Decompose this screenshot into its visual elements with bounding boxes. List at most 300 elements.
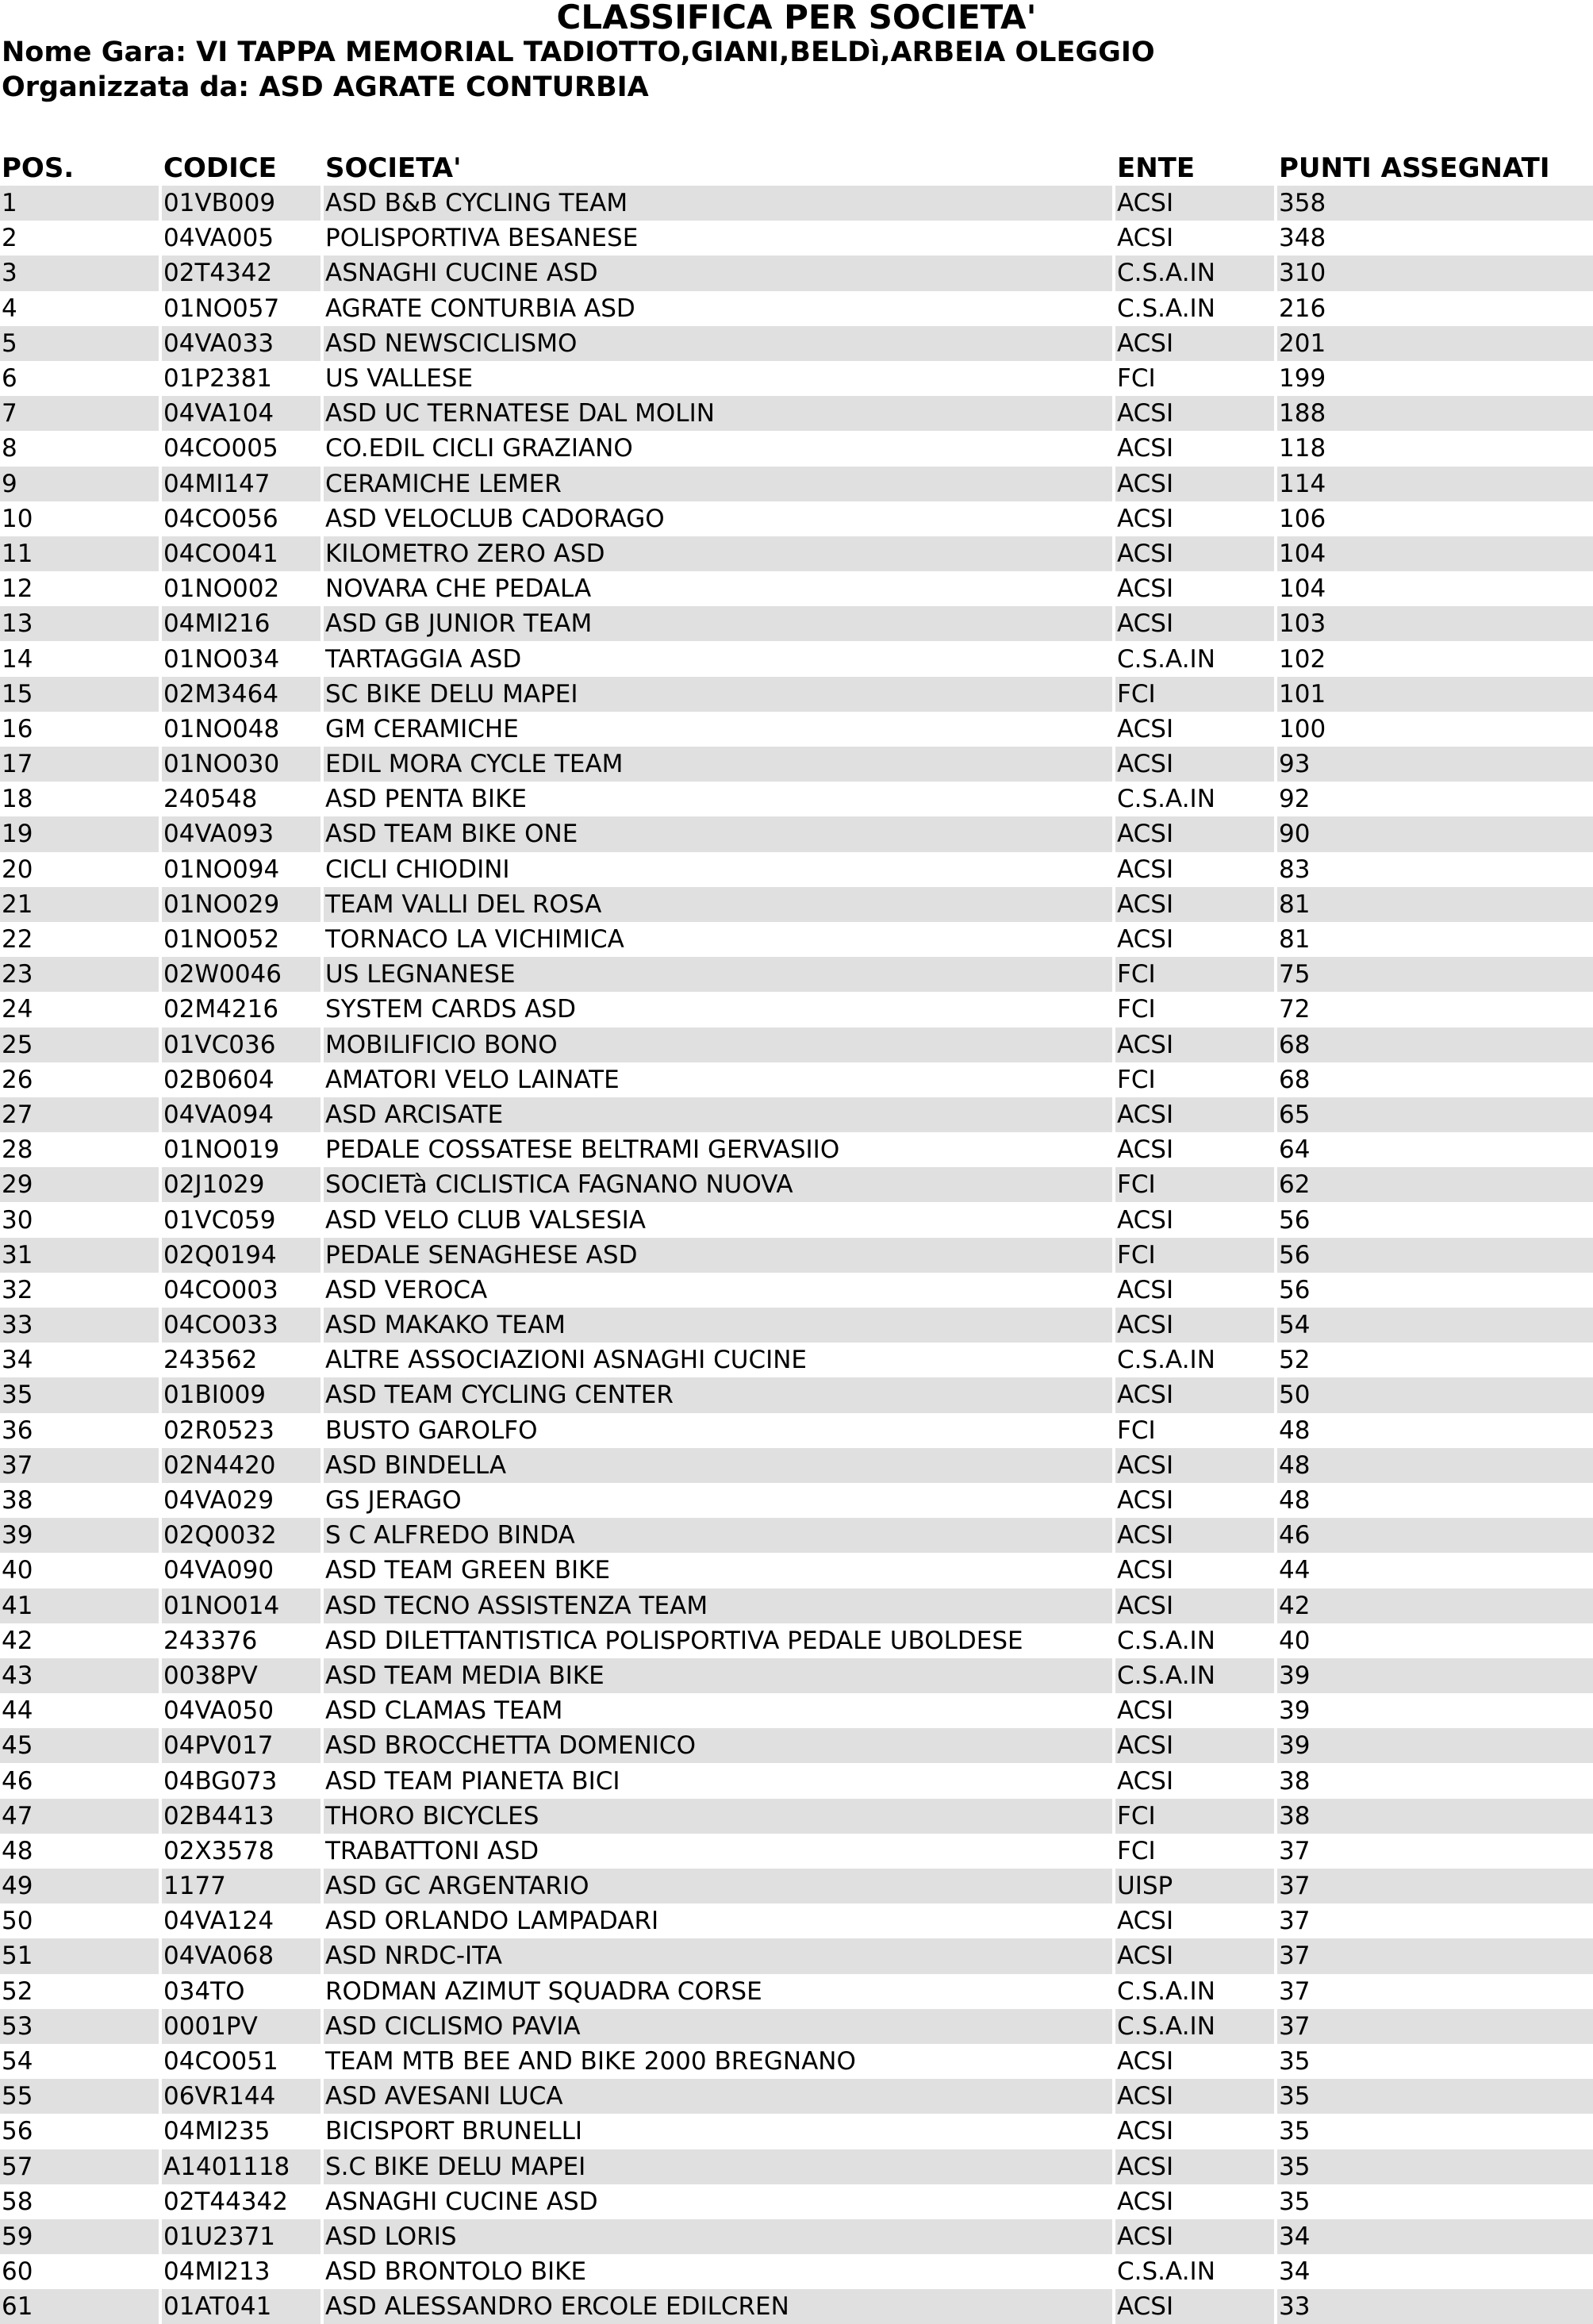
- cell-ente: C.S.A.IN: [1115, 2009, 1274, 2044]
- table-row: [0, 361, 1593, 396]
- cell-ente: ACSI: [1115, 396, 1274, 431]
- cell-pos: 36: [0, 1413, 159, 1448]
- cell-societa: NOVARA CHE PEDALA: [324, 571, 1112, 606]
- cell-pos: 18: [0, 782, 159, 816]
- cell-punti: 33: [1277, 2289, 1593, 2324]
- table-row: [0, 255, 1593, 290]
- table-row: [0, 2289, 1593, 2324]
- cell-pos: 50: [0, 1903, 159, 1938]
- cell-punti: 92: [1277, 782, 1593, 816]
- cell-ente: C.S.A.IN: [1115, 1343, 1274, 1377]
- cell-codice: 04VA050: [162, 1693, 321, 1728]
- table-row: [0, 1799, 1593, 1834]
- cell-pos: 37: [0, 1448, 159, 1483]
- cell-punti: 39: [1277, 1658, 1593, 1693]
- cell-codice: 01NO002: [162, 571, 321, 606]
- cell-ente: ACSI: [1115, 816, 1274, 851]
- cell-pos: 4: [0, 291, 159, 326]
- cell-societa: AMATORI VELO LAINATE: [324, 1062, 1112, 1097]
- cell-punti: 68: [1277, 1028, 1593, 1062]
- cell-ente: ACSI: [1115, 571, 1274, 606]
- cell-pos: 5: [0, 326, 159, 361]
- table-row: [0, 326, 1593, 361]
- cell-punti: 37: [1277, 1834, 1593, 1869]
- cell-pos: 9: [0, 467, 159, 501]
- cell-codice: 04VA124: [162, 1903, 321, 1938]
- cell-pos: 29: [0, 1167, 159, 1202]
- cell-punti: 52: [1277, 1343, 1593, 1377]
- cell-pos: 23: [0, 957, 159, 992]
- cell-ente: ACSI: [1115, 1728, 1274, 1763]
- cell-ente: ACSI: [1115, 501, 1274, 536]
- cell-societa: CO.EDIL CICLI GRAZIANO: [324, 431, 1112, 466]
- cell-pos: 24: [0, 992, 159, 1027]
- cell-societa: SOCIETà CICLISTICA FAGNANO NUOVA: [324, 1167, 1112, 1202]
- cell-ente: ACSI: [1115, 2079, 1274, 2114]
- cell-societa: ALTRE ASSOCIAZIONI ASNAGHI CUCINE: [324, 1343, 1112, 1377]
- cell-pos: 10: [0, 501, 159, 536]
- cell-pos: 28: [0, 1132, 159, 1167]
- cell-societa: US LEGNANESE: [324, 957, 1112, 992]
- cell-codice: 01U2371: [162, 2219, 321, 2254]
- cell-codice: 01VC036: [162, 1028, 321, 1062]
- cell-punti: 54: [1277, 1308, 1593, 1343]
- cell-societa: ASNAGHI CUCINE ASD: [324, 255, 1112, 290]
- cell-pos: 42: [0, 1623, 159, 1658]
- cell-ente: ACSI: [1115, 1097, 1274, 1132]
- cell-pos: 6: [0, 361, 159, 396]
- table-row: [0, 2114, 1593, 2149]
- cell-punti: 62: [1277, 1167, 1593, 1202]
- cell-codice: 02R0523: [162, 1413, 321, 1448]
- cell-pos: 53: [0, 2009, 159, 2044]
- cell-codice: 04CO056: [162, 501, 321, 536]
- cell-societa: ASD NRDC-ITA: [324, 1938, 1112, 1973]
- cell-ente: FCI: [1115, 1238, 1274, 1273]
- cell-punti: 90: [1277, 816, 1593, 851]
- cell-ente: ACSI: [1115, 1763, 1274, 1798]
- cell-punti: 68: [1277, 1062, 1593, 1097]
- table-row: [0, 1518, 1593, 1553]
- cell-societa: PEDALE COSSATESE BELTRAMI GERVASIIO: [324, 1132, 1112, 1167]
- cell-ente: ACSI: [1115, 1377, 1274, 1412]
- cell-punti: 37: [1277, 1938, 1593, 1973]
- cell-ente: ACSI: [1115, 1693, 1274, 1728]
- cell-punti: 56: [1277, 1273, 1593, 1308]
- cell-ente: ACSI: [1115, 2184, 1274, 2219]
- cell-codice: 01BI009: [162, 1377, 321, 1412]
- cell-ente: UISP: [1115, 1869, 1274, 1903]
- cell-pos: 43: [0, 1658, 159, 1693]
- cell-pos: 34: [0, 1343, 159, 1377]
- cell-ente: C.S.A.IN: [1115, 641, 1274, 676]
- cell-societa: ASD TEAM BIKE ONE: [324, 816, 1112, 851]
- cell-codice: 02N4420: [162, 1448, 321, 1483]
- cell-codice: 01NO034: [162, 641, 321, 676]
- cell-societa: ASD CICLISMO PAVIA: [324, 2009, 1112, 2044]
- cell-codice: 04VA033: [162, 326, 321, 361]
- cell-ente: FCI: [1115, 992, 1274, 1027]
- cell-pos: 12: [0, 571, 159, 606]
- cell-codice: 04CO051: [162, 2044, 321, 2079]
- cell-societa: MOBILIFICIO BONO: [324, 1028, 1112, 1062]
- cell-punti: 48: [1277, 1448, 1593, 1483]
- cell-pos: 41: [0, 1588, 159, 1623]
- column-header-punti: PUNTI ASSEGNATI: [1279, 152, 1550, 184]
- cell-pos: 32: [0, 1273, 159, 1308]
- cell-codice: 0001PV: [162, 2009, 321, 2044]
- cell-ente: C.S.A.IN: [1115, 1623, 1274, 1658]
- table-row: [0, 816, 1593, 851]
- cell-pos: 14: [0, 641, 159, 676]
- cell-ente: ACSI: [1115, 2289, 1274, 2324]
- table-row: [0, 1413, 1593, 1448]
- cell-societa: GS JERAGO: [324, 1483, 1112, 1518]
- cell-ente: C.S.A.IN: [1115, 2254, 1274, 2289]
- page-title: CLASSIFICA PER SOCIETA': [556, 0, 1037, 36]
- cell-codice: 02B0604: [162, 1062, 321, 1097]
- cell-ente: ACSI: [1115, 712, 1274, 747]
- cell-ente: ACSI: [1115, 1202, 1274, 1237]
- cell-pos: 58: [0, 2184, 159, 2219]
- cell-punti: 81: [1277, 922, 1593, 957]
- cell-ente: ACSI: [1115, 221, 1274, 255]
- cell-pos: 22: [0, 922, 159, 957]
- cell-punti: 56: [1277, 1202, 1593, 1237]
- cell-codice: 04BG073: [162, 1763, 321, 1798]
- cell-societa: BICISPORT BRUNELLI: [324, 2114, 1112, 2149]
- cell-pos: 61: [0, 2289, 159, 2324]
- column-header-ente: ENTE: [1117, 152, 1196, 184]
- cell-pos: 40: [0, 1553, 159, 1588]
- table-row: [0, 536, 1593, 571]
- cell-codice: 01NO029: [162, 887, 321, 922]
- cell-punti: 358: [1277, 186, 1593, 221]
- cell-codice: 06VR144: [162, 2079, 321, 2114]
- cell-societa: TARTAGGIA ASD: [324, 641, 1112, 676]
- cell-punti: 65: [1277, 1097, 1593, 1132]
- cell-pos: 3: [0, 255, 159, 290]
- table-row: [0, 1097, 1593, 1132]
- table-row: [0, 1623, 1593, 1658]
- cell-codice: 034TO: [162, 1974, 321, 2009]
- cell-codice: 02Q0194: [162, 1238, 321, 1273]
- cell-ente: FCI: [1115, 1799, 1274, 1834]
- cell-punti: 38: [1277, 1799, 1593, 1834]
- cell-pos: 21: [0, 887, 159, 922]
- cell-societa: ASD VELOCLUB CADORAGO: [324, 501, 1112, 536]
- cell-ente: ACSI: [1115, 1273, 1274, 1308]
- cell-ente: ACSI: [1115, 1588, 1274, 1623]
- cell-codice: 04VA068: [162, 1938, 321, 1973]
- table-row: [0, 677, 1593, 712]
- cell-societa: TRABATTONI ASD: [324, 1834, 1112, 1869]
- cell-ente: ACSI: [1115, 2044, 1274, 2079]
- cell-societa: ASD TEAM MEDIA BIKE: [324, 1658, 1112, 1693]
- cell-societa: ASNAGHI CUCINE ASD: [324, 2184, 1112, 2219]
- cell-punti: 201: [1277, 326, 1593, 361]
- cell-pos: 11: [0, 536, 159, 571]
- cell-punti: 35: [1277, 2184, 1593, 2219]
- cell-punti: 34: [1277, 2254, 1593, 2289]
- cell-pos: 60: [0, 2254, 159, 2289]
- cell-codice: 04VA104: [162, 396, 321, 431]
- cell-pos: 25: [0, 1028, 159, 1062]
- table-row: [0, 606, 1593, 641]
- cell-societa: ASD ALESSANDRO ERCOLE EDILCREN: [324, 2289, 1112, 2324]
- cell-pos: 51: [0, 1938, 159, 1973]
- cell-punti: 37: [1277, 1869, 1593, 1903]
- cell-punti: 35: [1277, 2079, 1593, 2114]
- table-row: [0, 1343, 1593, 1377]
- table-row: [0, 186, 1593, 221]
- cell-pos: 15: [0, 677, 159, 712]
- cell-codice: 01VC059: [162, 1202, 321, 1237]
- cell-societa: ASD MAKAKO TEAM: [324, 1308, 1112, 1343]
- cell-ente: ACSI: [1115, 1903, 1274, 1938]
- cell-punti: 216: [1277, 291, 1593, 326]
- cell-pos: 27: [0, 1097, 159, 1132]
- cell-societa: S.C BIKE DELU MAPEI: [324, 2149, 1112, 2184]
- cell-pos: 54: [0, 2044, 159, 2079]
- table-row: [0, 887, 1593, 922]
- cell-codice: 01NO094: [162, 852, 321, 887]
- cell-punti: 48: [1277, 1483, 1593, 1518]
- table-row: [0, 1693, 1593, 1728]
- cell-societa: S C ALFREDO BINDA: [324, 1518, 1112, 1553]
- cell-pos: 1: [0, 186, 159, 221]
- cell-pos: 26: [0, 1062, 159, 1097]
- cell-ente: ACSI: [1115, 852, 1274, 887]
- cell-codice: 02T44342: [162, 2184, 321, 2219]
- cell-ente: C.S.A.IN: [1115, 1658, 1274, 1693]
- cell-societa: ASD BROCCHETTA DOMENICO: [324, 1728, 1112, 1763]
- cell-societa: PEDALE SENAGHESE ASD: [324, 1238, 1112, 1273]
- cell-ente: ACSI: [1115, 1448, 1274, 1483]
- cell-societa: ASD PENTA BIKE: [324, 782, 1112, 816]
- cell-codice: 02T4342: [162, 255, 321, 290]
- cell-societa: CERAMICHE LEMER: [324, 467, 1112, 501]
- cell-societa: GM CERAMICHE: [324, 712, 1112, 747]
- cell-pos: 2: [0, 221, 159, 255]
- cell-pos: 57: [0, 2149, 159, 2184]
- cell-codice: 04VA090: [162, 1553, 321, 1588]
- cell-societa: ASD ARCISATE: [324, 1097, 1112, 1132]
- cell-punti: 100: [1277, 712, 1593, 747]
- table-row: [0, 1308, 1593, 1343]
- cell-societa: ASD BINDELLA: [324, 1448, 1112, 1483]
- cell-ente: C.S.A.IN: [1115, 782, 1274, 816]
- cell-pos: 47: [0, 1799, 159, 1834]
- cell-societa: ASD UC TERNATESE DAL MOLIN: [324, 396, 1112, 431]
- cell-ente: FCI: [1115, 1834, 1274, 1869]
- cell-punti: 37: [1277, 1903, 1593, 1938]
- cell-societa: TORNACO LA VICHIMICA: [324, 922, 1112, 957]
- cell-ente: FCI: [1115, 677, 1274, 712]
- cell-societa: AGRATE CONTURBIA ASD: [324, 291, 1112, 326]
- table-row: [0, 747, 1593, 782]
- cell-societa: POLISPORTIVA BESANESE: [324, 221, 1112, 255]
- table-row: [0, 571, 1593, 606]
- table-row: [0, 1834, 1593, 1869]
- cell-ente: ACSI: [1115, 747, 1274, 782]
- cell-punti: 93: [1277, 747, 1593, 782]
- cell-societa: ASD NEWSCICLISMO: [324, 326, 1112, 361]
- table-body: [0, 186, 1593, 2324]
- table-row: [0, 1763, 1593, 1798]
- cell-pos: 52: [0, 1974, 159, 2009]
- cell-codice: 02B4413: [162, 1799, 321, 1834]
- cell-codice: 01NO048: [162, 712, 321, 747]
- cell-punti: 37: [1277, 1974, 1593, 2009]
- cell-societa: ASD TEAM GREEN BIKE: [324, 1553, 1112, 1588]
- cell-ente: FCI: [1115, 361, 1274, 396]
- table-row: [0, 1132, 1593, 1167]
- cell-pos: 17: [0, 747, 159, 782]
- cell-codice: 01P2381: [162, 361, 321, 396]
- cell-punti: 101: [1277, 677, 1593, 712]
- cell-societa: ASD ORLANDO LAMPADARI: [324, 1903, 1112, 1938]
- cell-ente: ACSI: [1115, 431, 1274, 466]
- cell-codice: 04MI235: [162, 2114, 321, 2149]
- cell-ente: FCI: [1115, 1062, 1274, 1097]
- cell-punti: 48: [1277, 1413, 1593, 1448]
- table-row: [0, 1167, 1593, 1202]
- cell-codice: 02X3578: [162, 1834, 321, 1869]
- cell-societa: ASD GB JUNIOR TEAM: [324, 606, 1112, 641]
- cell-punti: 103: [1277, 606, 1593, 641]
- cell-societa: ASD TEAM CYCLING CENTER: [324, 1377, 1112, 1412]
- cell-punti: 102: [1277, 641, 1593, 676]
- cell-ente: ACSI: [1115, 606, 1274, 641]
- cell-societa: ASD VELO CLUB VALSESIA: [324, 1202, 1112, 1237]
- cell-pos: 48: [0, 1834, 159, 1869]
- cell-societa: CICLI CHIODINI: [324, 852, 1112, 887]
- cell-societa: TEAM VALLI DEL ROSA: [324, 887, 1112, 922]
- table-row: [0, 1588, 1593, 1623]
- table-row: [0, 922, 1593, 957]
- cell-codice: 04CO041: [162, 536, 321, 571]
- cell-punti: 44: [1277, 1553, 1593, 1588]
- cell-ente: ACSI: [1115, 1028, 1274, 1062]
- table-row: [0, 1658, 1593, 1693]
- column-header-codice: CODICE: [163, 152, 277, 184]
- cell-codice: 04VA093: [162, 816, 321, 851]
- cell-punti: 81: [1277, 887, 1593, 922]
- table-row: [0, 1974, 1593, 2009]
- table-row: [0, 1938, 1593, 1973]
- table-row: [0, 2219, 1593, 2254]
- table-row: [0, 2079, 1593, 2114]
- cell-ente: ACSI: [1115, 1132, 1274, 1167]
- cell-punti: 188: [1277, 396, 1593, 431]
- cell-societa: ASD CLAMAS TEAM: [324, 1693, 1112, 1728]
- table-row: [0, 221, 1593, 255]
- cell-punti: 50: [1277, 1377, 1593, 1412]
- cell-pos: 7: [0, 396, 159, 431]
- cell-punti: 104: [1277, 571, 1593, 606]
- cell-codice: 04VA094: [162, 1097, 321, 1132]
- cell-pos: 44: [0, 1693, 159, 1728]
- cell-codice: 01VB009: [162, 186, 321, 221]
- cell-codice: 04PV017: [162, 1728, 321, 1763]
- cell-codice: 02W0046: [162, 957, 321, 992]
- cell-ente: C.S.A.IN: [1115, 291, 1274, 326]
- column-header-pos: POS.: [2, 152, 75, 184]
- cell-ente: ACSI: [1115, 1308, 1274, 1343]
- cell-punti: 37: [1277, 2009, 1593, 2044]
- cell-pos: 31: [0, 1238, 159, 1273]
- header-row: [0, 151, 1593, 186]
- cell-pos: 33: [0, 1308, 159, 1343]
- cell-pos: 39: [0, 1518, 159, 1553]
- cell-pos: 13: [0, 606, 159, 641]
- cell-ente: ACSI: [1115, 2219, 1274, 2254]
- ranking-table: [0, 151, 1593, 2324]
- cell-societa: KILOMETRO ZERO ASD: [324, 536, 1112, 571]
- table-row: [0, 2009, 1593, 2044]
- cell-pos: 55: [0, 2079, 159, 2114]
- cell-societa: ASD TEAM PIANETA BICI: [324, 1763, 1112, 1798]
- cell-ente: ACSI: [1115, 1483, 1274, 1518]
- table-row: [0, 1238, 1593, 1273]
- cell-societa: ASD AVESANI LUCA: [324, 2079, 1112, 2114]
- cell-societa: ASD BRONTOLO BIKE: [324, 2254, 1112, 2289]
- cell-societa: RODMAN AZIMUT SQUADRA CORSE: [324, 1974, 1112, 2009]
- cell-punti: 42: [1277, 1588, 1593, 1623]
- cell-codice: 02J1029: [162, 1167, 321, 1202]
- table-row: [0, 2149, 1593, 2184]
- race-name: Nome Gara: VI TAPPA MEMORIAL TADIOTTO,GIANI,BELDì,ARBEIA OLEGGIO: [2, 36, 1155, 68]
- cell-pos: 49: [0, 1869, 159, 1903]
- cell-punti: 348: [1277, 221, 1593, 255]
- cell-codice: 01NO014: [162, 1588, 321, 1623]
- cell-ente: FCI: [1115, 1167, 1274, 1202]
- cell-societa: US VALLESE: [324, 361, 1112, 396]
- cell-codice: 02Q0032: [162, 1518, 321, 1553]
- table-row: [0, 1062, 1593, 1097]
- cell-codice: 01NO052: [162, 922, 321, 957]
- cell-ente: ACSI: [1115, 326, 1274, 361]
- cell-societa: ASD TECNO ASSISTENZA TEAM: [324, 1588, 1112, 1623]
- table-row: [0, 467, 1593, 501]
- cell-codice: 0038PV: [162, 1658, 321, 1693]
- cell-ente: C.S.A.IN: [1115, 255, 1274, 290]
- cell-societa: THORO BICYCLES: [324, 1799, 1112, 1834]
- cell-punti: 118: [1277, 431, 1593, 466]
- cell-punti: 56: [1277, 1238, 1593, 1273]
- cell-societa: BUSTO GAROLFO: [324, 1413, 1112, 1448]
- cell-codice: 04CO005: [162, 431, 321, 466]
- cell-punti: 39: [1277, 1693, 1593, 1728]
- cell-societa: ASD B&B CYCLING TEAM: [324, 186, 1112, 221]
- column-header-societa: SOCIETA': [325, 152, 462, 184]
- cell-punti: 35: [1277, 2114, 1593, 2149]
- cell-societa: EDIL MORA CYCLE TEAM: [324, 747, 1112, 782]
- cell-pos: 20: [0, 852, 159, 887]
- cell-codice: 04CO003: [162, 1273, 321, 1308]
- cell-codice: 02M3464: [162, 677, 321, 712]
- cell-punti: 34: [1277, 2219, 1593, 2254]
- cell-ente: FCI: [1115, 1413, 1274, 1448]
- cell-ente: ACSI: [1115, 186, 1274, 221]
- cell-societa: TEAM MTB BEE AND BIKE 2000 BREGNANO: [324, 2044, 1112, 2079]
- cell-codice: 01NO019: [162, 1132, 321, 1167]
- cell-codice: 243376: [162, 1623, 321, 1658]
- cell-codice: 243562: [162, 1343, 321, 1377]
- cell-ente: ACSI: [1115, 1518, 1274, 1553]
- cell-codice: 04VA005: [162, 221, 321, 255]
